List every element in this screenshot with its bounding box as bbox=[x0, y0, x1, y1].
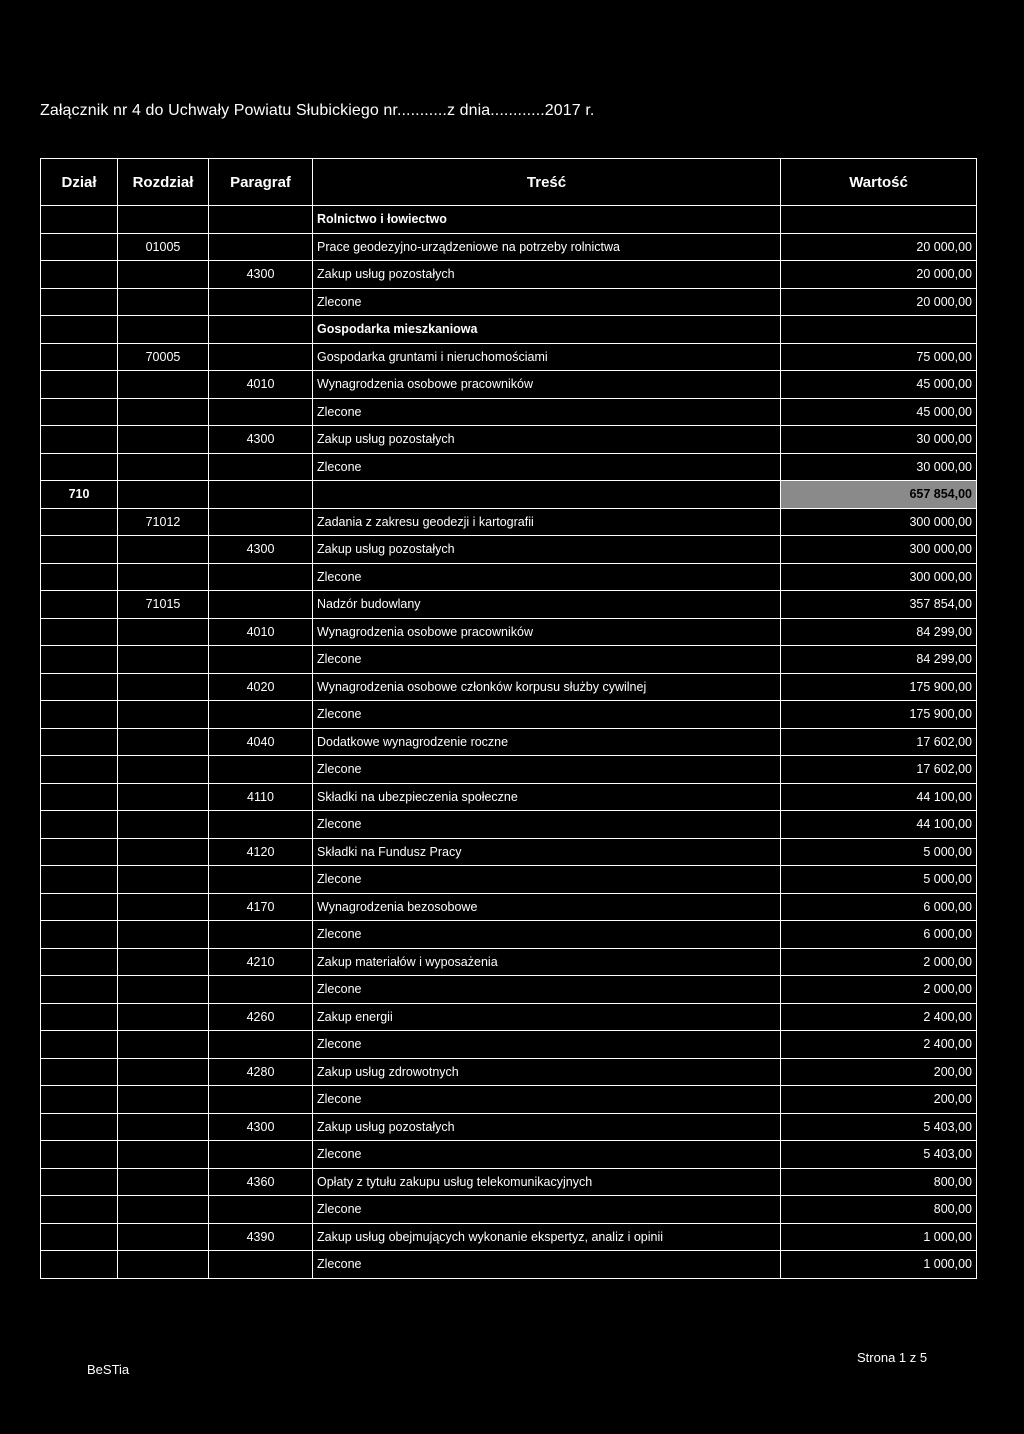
cell-tresc: Dodatkowe wynagrodzenie roczne bbox=[313, 728, 781, 756]
cell-wartosc: 2 400,00 bbox=[781, 1003, 977, 1031]
cell-tresc: Rolnictwo i łowiectwo bbox=[313, 206, 781, 234]
cell-dzial bbox=[41, 343, 118, 371]
cell-tresc: Zlecone bbox=[313, 866, 781, 894]
table-row bbox=[41, 866, 977, 894]
footer-software-name: BeSTia bbox=[87, 1362, 130, 1377]
cell-paragraf bbox=[209, 233, 313, 261]
cell-paragraf: 4300 bbox=[209, 1113, 313, 1141]
cell-wartosc: 44 100,00 bbox=[781, 811, 977, 839]
cell-tresc: Zlecone bbox=[313, 563, 781, 591]
cell-tresc: Zlecone bbox=[313, 1196, 781, 1224]
cell-paragraf bbox=[209, 1251, 313, 1279]
cell-paragraf bbox=[209, 701, 313, 729]
cell-tresc: Zlecone bbox=[313, 1086, 781, 1114]
cell-paragraf: 4300 bbox=[209, 426, 313, 454]
cell-tresc: Zakup materiałów i wyposażenia bbox=[313, 948, 781, 976]
cell-dzial bbox=[41, 976, 118, 1004]
column-header-wartosc: Wartość bbox=[781, 159, 977, 206]
cell-paragraf: 4020 bbox=[209, 673, 313, 701]
cell-rozdzial bbox=[118, 481, 209, 509]
cell-rozdzial bbox=[118, 948, 209, 976]
table-row bbox=[41, 1031, 977, 1059]
cell-wartosc: 1 000,00 bbox=[781, 1251, 977, 1279]
cell-paragraf bbox=[209, 866, 313, 894]
cell-dzial bbox=[41, 783, 118, 811]
cell-rozdzial bbox=[118, 536, 209, 564]
cell-paragraf bbox=[209, 316, 313, 344]
cell-wartosc: 30 000,00 bbox=[781, 453, 977, 481]
cell-paragraf bbox=[209, 206, 313, 234]
cell-dzial bbox=[41, 453, 118, 481]
cell-paragraf bbox=[209, 591, 313, 619]
cell-dzial bbox=[41, 618, 118, 646]
cell-paragraf bbox=[209, 453, 313, 481]
table-row bbox=[41, 288, 977, 316]
cell-wartosc: 30 000,00 bbox=[781, 426, 977, 454]
cell-dzial bbox=[41, 261, 118, 289]
table-row bbox=[41, 921, 977, 949]
cell-dzial bbox=[41, 646, 118, 674]
cell-rozdzial bbox=[118, 426, 209, 454]
cell-wartosc: 5 000,00 bbox=[781, 866, 977, 894]
cell-dzial bbox=[41, 233, 118, 261]
table-header-row bbox=[41, 159, 977, 206]
cell-wartosc: 1 000,00 bbox=[781, 1223, 977, 1251]
cell-dzial bbox=[41, 371, 118, 399]
cell-dzial bbox=[41, 398, 118, 426]
cell-tresc: Zlecone bbox=[313, 1141, 781, 1169]
cell-rozdzial bbox=[118, 1058, 209, 1086]
cell-dzial: 710 bbox=[41, 481, 118, 509]
table-row bbox=[41, 811, 977, 839]
table-row bbox=[41, 756, 977, 784]
cell-tresc: Zakup usług pozostałych bbox=[313, 1113, 781, 1141]
cell-rozdzial bbox=[118, 646, 209, 674]
cell-paragraf: 4010 bbox=[209, 618, 313, 646]
cell-paragraf: 4300 bbox=[209, 536, 313, 564]
cell-dzial bbox=[41, 288, 118, 316]
column-header-dzial: Dział bbox=[41, 159, 118, 206]
cell-tresc: Zlecone bbox=[313, 756, 781, 784]
cell-paragraf bbox=[209, 1086, 313, 1114]
cell-dzial bbox=[41, 893, 118, 921]
cell-dzial bbox=[41, 1168, 118, 1196]
table-row bbox=[41, 838, 977, 866]
cell-rozdzial: 71015 bbox=[118, 591, 209, 619]
cell-wartosc bbox=[781, 316, 977, 344]
table-row bbox=[41, 398, 977, 426]
cell-tresc: Zakup usług obejmujących wykonanie ekspertyz, analiz i opinii bbox=[313, 1223, 781, 1251]
table-row bbox=[41, 563, 977, 591]
cell-rozdzial bbox=[118, 398, 209, 426]
cell-paragraf bbox=[209, 563, 313, 591]
document-header: Załącznik nr 4 do Uchwały Powiatu Słubickiego nr...........z dnia............2017 r. bbox=[40, 102, 595, 119]
column-header-paragraf: Paragraf bbox=[209, 159, 313, 206]
table-row bbox=[41, 1223, 977, 1251]
cell-rozdzial bbox=[118, 1003, 209, 1031]
cell-wartosc: 800,00 bbox=[781, 1168, 977, 1196]
cell-wartosc: 75 000,00 bbox=[781, 343, 977, 371]
cell-dzial bbox=[41, 948, 118, 976]
cell-dzial bbox=[41, 811, 118, 839]
cell-rozdzial bbox=[118, 701, 209, 729]
cell-wartosc: 5 403,00 bbox=[781, 1113, 977, 1141]
table-row bbox=[41, 481, 977, 509]
table-row bbox=[41, 426, 977, 454]
cell-wartosc: 300 000,00 bbox=[781, 563, 977, 591]
table-row bbox=[41, 1086, 977, 1114]
table-row bbox=[41, 1196, 977, 1224]
cell-dzial bbox=[41, 536, 118, 564]
cell-tresc: Nadzór budowlany bbox=[313, 591, 781, 619]
cell-tresc: Zlecone bbox=[313, 1031, 781, 1059]
cell-paragraf: 4210 bbox=[209, 948, 313, 976]
cell-paragraf: 4010 bbox=[209, 371, 313, 399]
table-row bbox=[41, 618, 977, 646]
cell-wartosc: 6 000,00 bbox=[781, 893, 977, 921]
budget-table bbox=[40, 158, 977, 1279]
cell-paragraf: 4170 bbox=[209, 893, 313, 921]
cell-wartosc: 2 400,00 bbox=[781, 1031, 977, 1059]
cell-paragraf bbox=[209, 646, 313, 674]
cell-tresc: Zadania z zakresu geodezji i kartografii bbox=[313, 508, 781, 536]
cell-dzial bbox=[41, 673, 118, 701]
cell-rozdzial bbox=[118, 1251, 209, 1279]
cell-wartosc bbox=[781, 206, 977, 234]
cell-rozdzial bbox=[118, 893, 209, 921]
table-row bbox=[41, 1251, 977, 1279]
cell-rozdzial bbox=[118, 838, 209, 866]
table-row bbox=[41, 316, 977, 344]
cell-paragraf: 4390 bbox=[209, 1223, 313, 1251]
cell-tresc: Zlecone bbox=[313, 288, 781, 316]
cell-dzial bbox=[41, 1003, 118, 1031]
cell-dzial bbox=[41, 426, 118, 454]
cell-paragraf: 4300 bbox=[209, 261, 313, 289]
cell-tresc: Zlecone bbox=[313, 453, 781, 481]
cell-wartosc: 17 602,00 bbox=[781, 756, 977, 784]
cell-tresc: Prace geodezyjno-urządzeniowe na potrzeby rolnictwa bbox=[313, 233, 781, 261]
cell-rozdzial bbox=[118, 1113, 209, 1141]
table-row bbox=[41, 591, 977, 619]
cell-dzial bbox=[41, 591, 118, 619]
cell-tresc: Opłaty z tytułu zakupu usług telekomunikacyjnych bbox=[313, 1168, 781, 1196]
table-row bbox=[41, 1113, 977, 1141]
cell-rozdzial bbox=[118, 866, 209, 894]
cell-paragraf bbox=[209, 976, 313, 1004]
cell-paragraf bbox=[209, 1196, 313, 1224]
cell-tresc: Składki na ubezpieczenia społeczne bbox=[313, 783, 781, 811]
cell-wartosc: 20 000,00 bbox=[781, 288, 977, 316]
table-body bbox=[41, 206, 977, 1279]
table-row bbox=[41, 1058, 977, 1086]
cell-tresc: Zlecone bbox=[313, 398, 781, 426]
cell-dzial bbox=[41, 206, 118, 234]
cell-dzial bbox=[41, 1196, 118, 1224]
cell-wartosc: 5 000,00 bbox=[781, 838, 977, 866]
cell-wartosc: 20 000,00 bbox=[781, 233, 977, 261]
cell-rozdzial bbox=[118, 288, 209, 316]
cell-paragraf bbox=[209, 481, 313, 509]
cell-dzial bbox=[41, 316, 118, 344]
cell-rozdzial bbox=[118, 783, 209, 811]
table-row bbox=[41, 976, 977, 1004]
table-row bbox=[41, 1141, 977, 1169]
cell-wartosc: 175 900,00 bbox=[781, 673, 977, 701]
cell-wartosc: 5 403,00 bbox=[781, 1141, 977, 1169]
cell-wartosc: 45 000,00 bbox=[781, 398, 977, 426]
cell-rozdzial bbox=[118, 728, 209, 756]
cell-wartosc: 657 854,00 bbox=[781, 481, 977, 509]
cell-paragraf bbox=[209, 1141, 313, 1169]
cell-rozdzial bbox=[118, 206, 209, 234]
cell-wartosc: 300 000,00 bbox=[781, 536, 977, 564]
cell-paragraf: 4120 bbox=[209, 838, 313, 866]
cell-wartosc: 84 299,00 bbox=[781, 618, 977, 646]
cell-paragraf: 4040 bbox=[209, 728, 313, 756]
footer-page-number: Strona 1 z 5 bbox=[857, 1350, 928, 1365]
cell-rozdzial bbox=[118, 261, 209, 289]
table-row bbox=[41, 728, 977, 756]
table-row bbox=[41, 1168, 977, 1196]
cell-rozdzial bbox=[118, 1168, 209, 1196]
cell-wartosc: 84 299,00 bbox=[781, 646, 977, 674]
cell-wartosc: 17 602,00 bbox=[781, 728, 977, 756]
cell-wartosc: 300 000,00 bbox=[781, 508, 977, 536]
table-row bbox=[41, 701, 977, 729]
cell-rozdzial bbox=[118, 1196, 209, 1224]
table-row bbox=[41, 343, 977, 371]
column-header-rozdzial: Rozdział bbox=[118, 159, 209, 206]
cell-wartosc: 20 000,00 bbox=[781, 261, 977, 289]
cell-rozdzial: 01005 bbox=[118, 233, 209, 261]
cell-tresc: Wynagrodzenia osobowe pracowników bbox=[313, 371, 781, 399]
table-row bbox=[41, 646, 977, 674]
cell-tresc: Zakup usług pozostałych bbox=[313, 536, 781, 564]
cell-tresc: Składki na Fundusz Pracy bbox=[313, 838, 781, 866]
cell-rozdzial bbox=[118, 1031, 209, 1059]
cell-tresc: Wynagrodzenia bezosobowe bbox=[313, 893, 781, 921]
cell-paragraf: 4260 bbox=[209, 1003, 313, 1031]
table-row bbox=[41, 948, 977, 976]
cell-rozdzial: 70005 bbox=[118, 343, 209, 371]
column-header-tresc: Treść bbox=[313, 159, 781, 206]
cell-tresc: Wynagrodzenia osobowe członków korpusu służby cywilnej bbox=[313, 673, 781, 701]
cell-rozdzial bbox=[118, 618, 209, 646]
cell-dzial bbox=[41, 1251, 118, 1279]
cell-wartosc: 200,00 bbox=[781, 1058, 977, 1086]
cell-tresc: Gospodarka gruntami i nieruchomościami bbox=[313, 343, 781, 371]
cell-dzial bbox=[41, 1223, 118, 1251]
cell-dzial bbox=[41, 866, 118, 894]
cell-tresc: Zlecone bbox=[313, 976, 781, 1004]
cell-paragraf bbox=[209, 756, 313, 784]
cell-rozdzial bbox=[118, 316, 209, 344]
cell-wartosc: 800,00 bbox=[781, 1196, 977, 1224]
cell-paragraf bbox=[209, 1031, 313, 1059]
table-row bbox=[41, 453, 977, 481]
cell-wartosc: 45 000,00 bbox=[781, 371, 977, 399]
cell-rozdzial bbox=[118, 1141, 209, 1169]
cell-wartosc: 2 000,00 bbox=[781, 948, 977, 976]
cell-wartosc: 44 100,00 bbox=[781, 783, 977, 811]
cell-rozdzial bbox=[118, 1223, 209, 1251]
table-row bbox=[41, 233, 977, 261]
cell-tresc: Zlecone bbox=[313, 1251, 781, 1279]
cell-wartosc: 175 900,00 bbox=[781, 701, 977, 729]
cell-paragraf: 4110 bbox=[209, 783, 313, 811]
cell-dzial bbox=[41, 1058, 118, 1086]
table-row bbox=[41, 673, 977, 701]
cell-paragraf: 4280 bbox=[209, 1058, 313, 1086]
cell-wartosc: 2 000,00 bbox=[781, 976, 977, 1004]
cell-wartosc: 357 854,00 bbox=[781, 591, 977, 619]
cell-rozdzial bbox=[118, 811, 209, 839]
cell-dzial bbox=[41, 1031, 118, 1059]
table-row bbox=[41, 206, 977, 234]
cell-rozdzial bbox=[118, 563, 209, 591]
cell-tresc: Zlecone bbox=[313, 811, 781, 839]
cell-tresc: Zakup usług pozostałych bbox=[313, 261, 781, 289]
cell-rozdzial bbox=[118, 371, 209, 399]
cell-tresc: Zlecone bbox=[313, 701, 781, 729]
cell-dzial bbox=[41, 508, 118, 536]
cell-paragraf bbox=[209, 343, 313, 371]
table-row bbox=[41, 371, 977, 399]
table-row bbox=[41, 536, 977, 564]
table-row bbox=[41, 508, 977, 536]
cell-dzial bbox=[41, 838, 118, 866]
cell-wartosc: 200,00 bbox=[781, 1086, 977, 1114]
cell-rozdzial bbox=[118, 453, 209, 481]
table-row bbox=[41, 261, 977, 289]
cell-rozdzial bbox=[118, 756, 209, 784]
cell-rozdzial: 71012 bbox=[118, 508, 209, 536]
table-row bbox=[41, 893, 977, 921]
cell-wartosc: 6 000,00 bbox=[781, 921, 977, 949]
cell-tresc: Wynagrodzenia osobowe pracowników bbox=[313, 618, 781, 646]
cell-rozdzial bbox=[118, 976, 209, 1004]
cell-dzial bbox=[41, 1141, 118, 1169]
cell-tresc: Zakup usług zdrowotnych bbox=[313, 1058, 781, 1086]
cell-dzial bbox=[41, 701, 118, 729]
cell-paragraf bbox=[209, 288, 313, 316]
cell-paragraf bbox=[209, 921, 313, 949]
table-row bbox=[41, 783, 977, 811]
cell-rozdzial bbox=[118, 1086, 209, 1114]
cell-rozdzial bbox=[118, 921, 209, 949]
cell-tresc: Zlecone bbox=[313, 646, 781, 674]
cell-paragraf: 4360 bbox=[209, 1168, 313, 1196]
cell-dzial bbox=[41, 563, 118, 591]
cell-dzial bbox=[41, 1113, 118, 1141]
cell-tresc: Zakup energii bbox=[313, 1003, 781, 1031]
cell-dzial bbox=[41, 728, 118, 756]
cell-paragraf bbox=[209, 811, 313, 839]
cell-tresc: Gospodarka mieszkaniowa bbox=[313, 316, 781, 344]
cell-paragraf bbox=[209, 508, 313, 536]
cell-dzial bbox=[41, 756, 118, 784]
cell-dzial bbox=[41, 1086, 118, 1114]
cell-tresc bbox=[313, 481, 781, 509]
cell-dzial bbox=[41, 921, 118, 949]
cell-tresc: Zakup usług pozostałych bbox=[313, 426, 781, 454]
cell-rozdzial bbox=[118, 673, 209, 701]
table-row bbox=[41, 1003, 977, 1031]
cell-paragraf bbox=[209, 398, 313, 426]
cell-tresc: Zlecone bbox=[313, 921, 781, 949]
